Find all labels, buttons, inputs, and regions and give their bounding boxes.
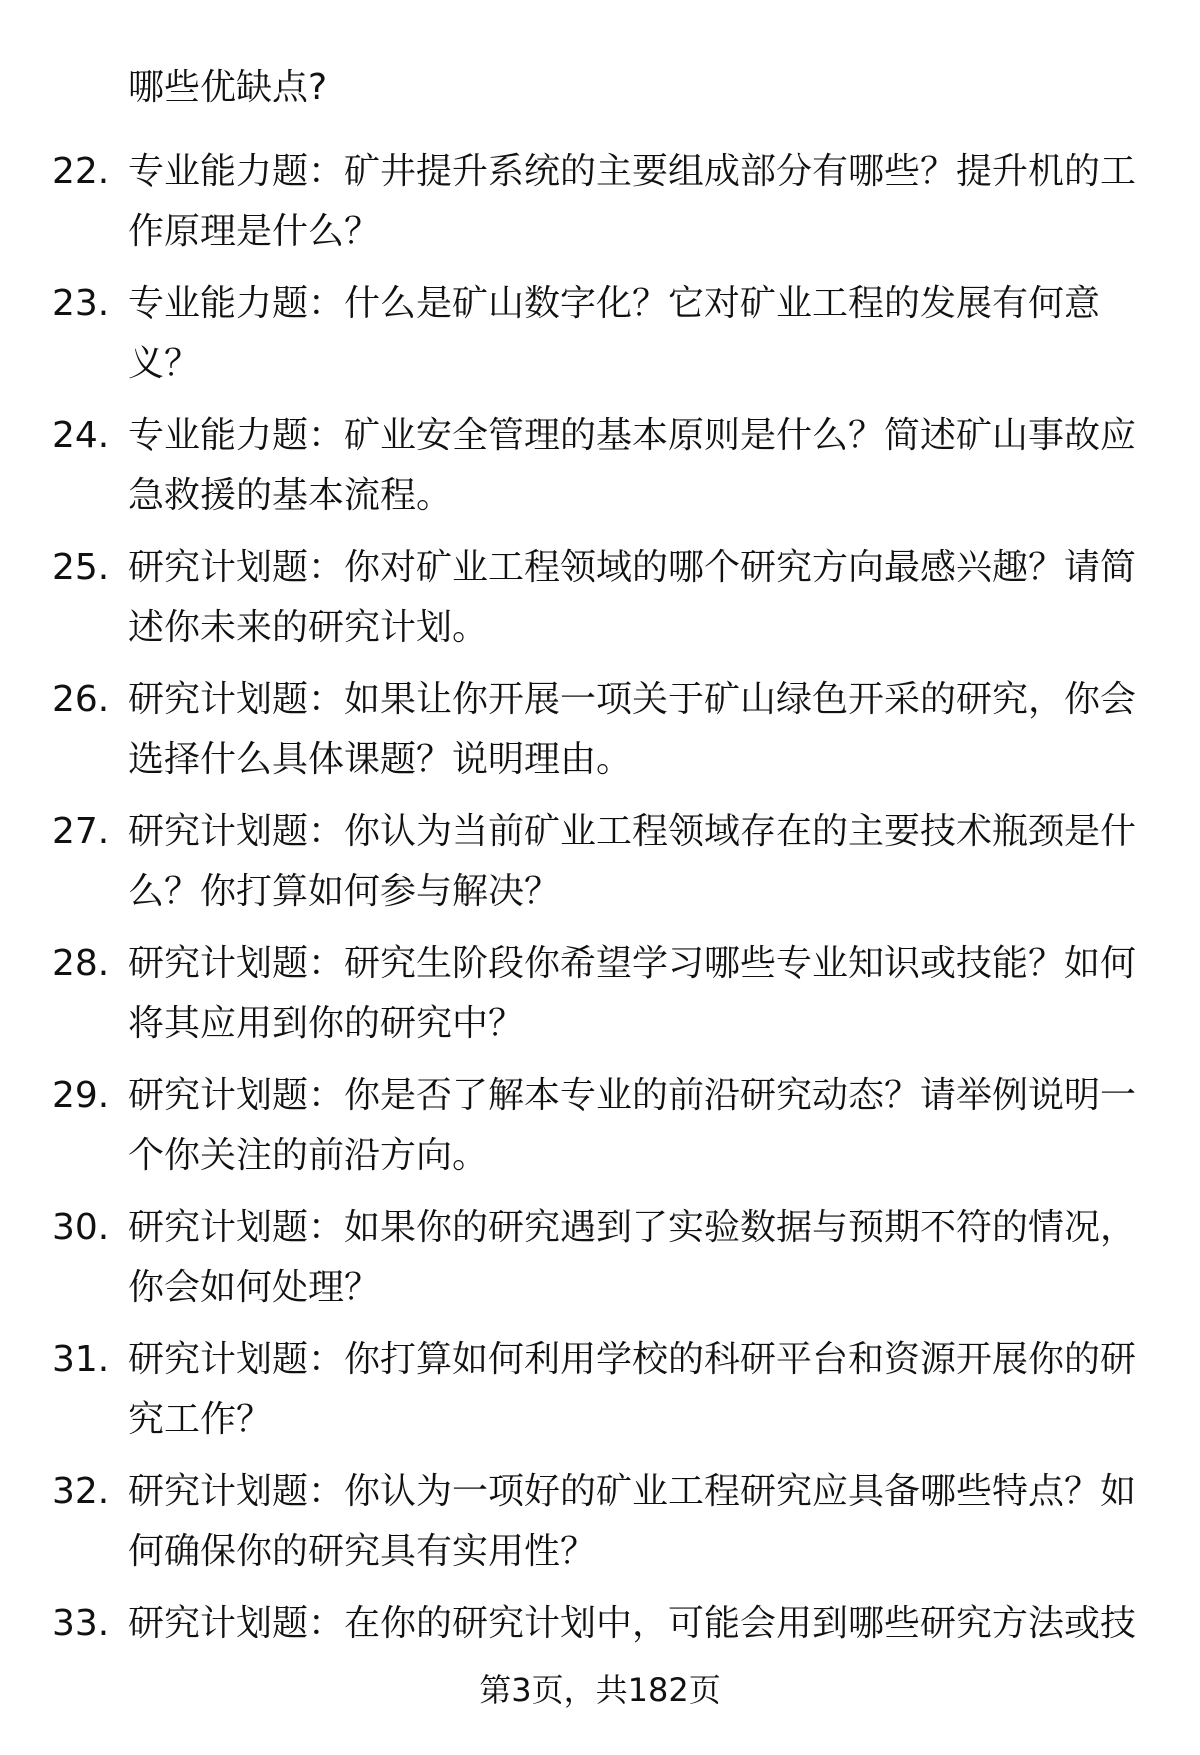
- question-item: [0, 142, 1200, 274]
- question-number: 30.: [52, 1207, 110, 1248]
- question-line: 研究计划题：研究生阶段你希望学习哪些专业知识或技能？如何: [128, 943, 1137, 984]
- question-number: 22.: [52, 151, 110, 192]
- question-item: [0, 274, 1200, 406]
- question-line: 研究计划题：你认为当前矿业工程领域存在的主要技术瓶颈是什: [128, 811, 1137, 852]
- question-line: 研究计划题：你对矿业工程领域的哪个研究方向最感兴趣？请简: [128, 547, 1137, 588]
- continuation-line: 哪些优缺点?: [128, 67, 328, 108]
- question-line: 研究计划题：你是否了解本专业的前沿研究动态？请举例说明一: [128, 1075, 1137, 1116]
- question-text: [128, 274, 1138, 394]
- question-line: 义？: [128, 343, 201, 384]
- question-line: 专业能力题：什么是矿山数字化？它对矿业工程的发展有何意: [128, 283, 1101, 324]
- question-line: 述你未来的研究计划。: [128, 607, 489, 648]
- question-line: 你会如何处理？: [128, 1267, 381, 1308]
- question-line: 研究计划题：你打算如何利用学校的科研平台和资源开展你的研: [128, 1339, 1137, 1380]
- question-item: [0, 1330, 1200, 1462]
- question-line: 作原理是什么？: [128, 211, 381, 252]
- question-line: 何确保你的研究具有实用性？: [128, 1531, 597, 1572]
- question-item: [0, 802, 1200, 934]
- question-line: 研究计划题：在你的研究计划中，可能会用到哪些研究方法或技: [128, 1603, 1137, 1644]
- question-text: [128, 1198, 1138, 1318]
- question-line: 专业能力题：矿井提升系统的主要组成部分有哪些？提升机的工: [128, 151, 1137, 192]
- question-line: 将其应用到你的研究中？: [128, 1003, 525, 1044]
- question-number: 28.: [52, 943, 110, 984]
- question-item: [0, 406, 1200, 538]
- question-line: 究工作？: [128, 1399, 273, 1440]
- question-item: [0, 934, 1200, 1066]
- question-line: 研究计划题：如果让你开展一项关于矿山绿色开采的研究，你会: [128, 679, 1137, 720]
- question-number: 25.: [52, 547, 110, 588]
- question-line: 研究计划题：你认为一项好的矿业工程研究应具备哪些特点？如: [128, 1471, 1137, 1512]
- question-number: 31.: [52, 1339, 110, 1380]
- question-text: [128, 1594, 1138, 1654]
- question-text: [128, 1462, 1138, 1582]
- question-item: [0, 1462, 1200, 1594]
- question-number: 26.: [52, 679, 110, 720]
- question-line: 选择什么具体课题？说明理由。: [128, 739, 633, 780]
- question-text: [128, 1066, 1138, 1186]
- question-number: 29.: [52, 1075, 110, 1116]
- question-number: 24.: [52, 415, 110, 456]
- page-footer: 第3页，共182页: [479, 1671, 721, 1709]
- question-item: [0, 538, 1200, 670]
- question-number: 33.: [52, 1603, 110, 1644]
- question-line: 专业能力题：矿业安全管理的基本原则是什么？简述矿山事故应: [128, 415, 1137, 456]
- question-text: [128, 670, 1138, 790]
- question-line: 么？你打算如何参与解决？: [128, 871, 561, 912]
- question-item: [0, 1066, 1200, 1198]
- question-text: [128, 934, 1138, 1054]
- question-text: [128, 1330, 1138, 1450]
- question-line: 研究计划题：如果你的研究遇到了实验数据与预期不符的情况，: [128, 1207, 1137, 1248]
- question-number: 27.: [52, 811, 110, 852]
- question-line: 急救援的基本流程。: [128, 475, 453, 516]
- question-text: [128, 538, 1138, 658]
- question-item: [0, 670, 1200, 802]
- question-text: [128, 802, 1138, 922]
- question-line: 个你关注的前沿方向。: [128, 1135, 489, 1176]
- question-number: 32.: [52, 1471, 110, 1512]
- question-list: [0, 142, 1200, 1726]
- question-text: [128, 406, 1138, 526]
- question-item: [0, 1198, 1200, 1330]
- question-text: [128, 142, 1138, 262]
- question-number: 23.: [52, 283, 110, 324]
